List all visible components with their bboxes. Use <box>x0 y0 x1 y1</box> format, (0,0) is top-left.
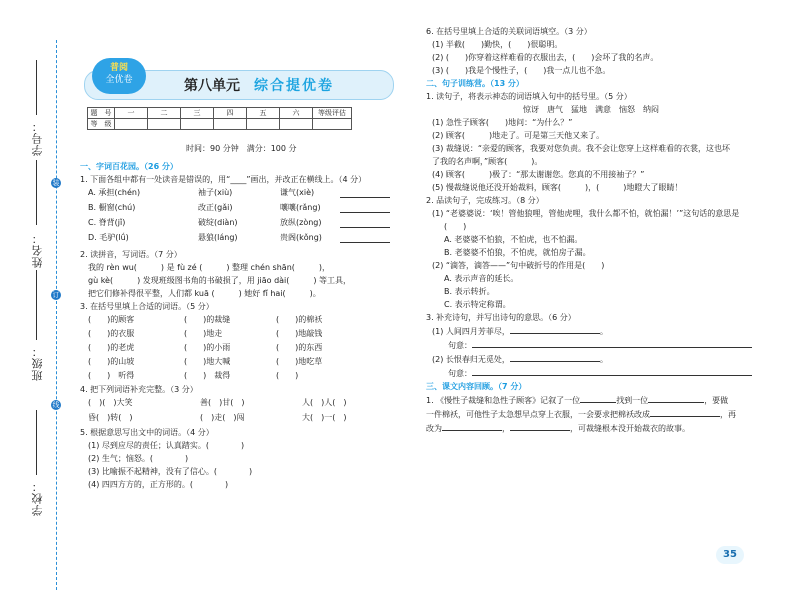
q1-options: A. 承担(chén) 袖子(xiù) 谦气(xiè) B. 橱窗(chú) 改正(gǎi) 嚷嚷(rǎng) C. 脊背(jǐ) 破绽(diàn) 放纵(zòng) D. 毛驴(lǘ) 悬狼(láng) 贵阁(kǒng) <box>80 186 400 248</box>
r-q2-stem: 2. 品读句子，完成练习。（8 分） <box>426 196 544 205</box>
score-table <box>87 107 352 130</box>
r-q3-meaning-2: 句意： <box>426 366 756 380</box>
q6-item-2: (2) ( )你穿着这样难看的衣服出去，( )会坏了我的名声。 <box>432 53 659 62</box>
q2-line-2: gù kè( ) 发现班级图书角的书破损了，用 jiāo dài( ) 等工具， <box>88 276 352 285</box>
section-2-title: 二、句子训练营。（13 分） <box>426 79 524 88</box>
r-q4-line-3: 改为 ， ，可裁缝根本没开始裁衣的故事。 <box>426 421 756 435</box>
q2-line-3: 把它们修补得很平整，人们都 kuā ( ) 她好 fǐ hai( )。 <box>88 289 321 298</box>
time-and-score: 时间：90 分钟 满分：100 分 <box>186 144 297 153</box>
q4-grid: ( )( )大笑 善( )甘( ) 人( )人( ) 昏( )转( ) ( )走( )闯 大( )一( ) <box>88 398 347 422</box>
r-q3-meaning-1-blank[interactable] <box>472 338 752 348</box>
binding-dash-line <box>56 40 57 590</box>
score-table-row-header: 题 号 一 二 三 四 五 六 等级评估 <box>88 108 352 119</box>
q6-item-1: (1) 半截( )勤快，( )很聪明。 <box>432 40 563 49</box>
q5-item-3: (3) 比喻振不起精神，没有了信心。( ) <box>88 467 253 476</box>
q1-answer-d[interactable] <box>340 233 390 243</box>
r-q3-meaning-1: 句意： <box>426 338 756 352</box>
q1-stem: 1. 下面各组中都有一处读音是错误的，用“____”画出，并改正在横线上。（4 分） <box>80 175 367 184</box>
r-q1-word-bank: 惊讶 唐气 猛地 满意 恼怒 纳闷 <box>523 105 659 114</box>
r-q2-1-paren: ( ) <box>444 222 467 231</box>
r-q2-1-opt-a: A. 老婆婆不怕狼，不怕虎，也不怕漏。 <box>444 235 583 244</box>
name-line <box>36 160 37 225</box>
class-label: 班级： <box>31 345 44 381</box>
bind-dot-2: 订 <box>52 291 60 299</box>
r-q3-meaning-2-blank[interactable] <box>472 366 752 376</box>
r-q1-item-4: (4) 顾客( )极了：“那太谢谢您。您真的不用接袖子？” <box>432 170 645 179</box>
r-q4-line-2: 一件棉袄，可他性子太急想早点穿上衣服，一会要求把棉袄改成 ，再 <box>426 407 756 421</box>
left-column <box>80 160 400 491</box>
r-q3-line-2: (2) 长恨春归无觅处， 。 <box>426 352 756 366</box>
q3-grid: ( )的顾客 ( )的裁缝 ( )的棉袄 ( )的衣服 ( )地走 ( )地敲钱 ( )的老虎 ( )的小雨 ( )的东西 ( )的山坡 ( )地大喊 ( )地吃草 ( ) 听得 ( ) 裁得 ( ) <box>88 315 323 380</box>
logo: 普阅 全优卷 <box>92 58 146 94</box>
q6-stem: 6. 在括号里填上合适的关联词语填空。（3 分） <box>426 27 592 36</box>
r-q1-item-2: (2) 顾客( )地走了。可是第三天他又来了。 <box>432 131 605 140</box>
r-q2-2: (2) “滴答，滴答——”句中破折号的作用是( ) <box>432 261 605 270</box>
unit-title: 第八单元 <box>184 78 240 94</box>
r-q1-item-3b: 了我的名声啊，”顾客( )。 <box>432 157 543 166</box>
r-q4-line-1: 1. 《慢性子裁缝和急性子顾客》记叙了一位 找到一位 ，要做 <box>426 393 756 407</box>
score-table-row-grade: 等 级 <box>88 119 352 130</box>
q3-stem: 3. 在括号里填上合适的词语。（5 分） <box>80 302 214 311</box>
r-q1-item-5: (5) 慢裁缝说他还没开始裁料，顾客( )，( )地瞪大了眼睛！ <box>432 183 683 192</box>
name-label: 姓名： <box>31 232 44 268</box>
q5-stem: 5. 根据意思写出文中的词语。（4 分） <box>80 428 214 437</box>
right-column <box>426 25 756 435</box>
r-q1-item-1: (1) 急性子顾客( )地问：“为什么？” <box>432 118 573 127</box>
school-label: 学校： <box>31 480 44 516</box>
bind-dot-1: 装 <box>52 179 60 187</box>
bind-dot-3: 线 <box>52 401 60 409</box>
student-id-label: 学号： <box>31 120 44 156</box>
r-q2-1-opt-b: B. 老婆婆不怕狼，不怕虎，就怕房子漏。 <box>444 248 591 257</box>
r-q3-stem: 3. 补充诗句，并写出诗句的意思。（6 分） <box>426 313 576 322</box>
q1-answer-b[interactable] <box>340 203 390 213</box>
q2-line-1: 我的 rèn wu( ) 是 fù zé ( ) 整理 chén shān( )， <box>88 263 331 272</box>
q1-answer-a[interactable] <box>340 188 390 198</box>
r-q1-item-3: (3) 裁缝说：“亲爱的顾客，我要对您负责。我不会让您穿上这样难看的衣裳，这也坏 <box>432 144 731 153</box>
q4-stem: 4. 把下列词语补充完整。（3 分） <box>80 385 198 394</box>
section-3-title: 三、课文内容回顾。（7 分） <box>426 382 527 391</box>
r-q2-1: (1) “老婆婆说：‘唉！管他狼哩，管他虎哩，我什么都不怕，就怕漏！’”这句话的意思是 <box>432 209 740 218</box>
r-q3-answer-2[interactable] <box>510 352 600 362</box>
q5-item-2: (2) 生气；恼怒。( ) <box>88 454 189 463</box>
school-line <box>36 410 37 475</box>
q2-stem: 2. 读拼音，写词语。（7 分） <box>80 250 182 259</box>
class-line <box>36 270 37 340</box>
q1-answer-c[interactable] <box>340 218 390 228</box>
unit-subtitle: 综合提优卷 <box>254 78 334 94</box>
page-number: 35 <box>716 546 744 564</box>
q5-item-1: (1) 尽到应尽的责任；认真踏实。( ) <box>88 441 245 450</box>
r-q1-stem: 1. 读句子，将表示神态的词语填入句中的括号里。（5 分） <box>426 92 632 101</box>
q5-item-4: (4) 四四方方的，正方形的。( ) <box>88 480 229 489</box>
section-1-title: 一、字词百花园。（26 分） <box>80 162 178 171</box>
q6-item-3: (3) ( )我是个慢性子，( )我一点儿也不急。 <box>432 66 611 75</box>
r-q3-answer-1[interactable] <box>510 324 600 334</box>
r-q2-2-opt-a: A. 表示声音的延长。 <box>444 274 519 283</box>
r-q2-2-opt-b: B. 表示转折。 <box>444 287 495 296</box>
binding-margin <box>0 0 70 602</box>
r-q3-line-1: (1) 人间四月芳菲尽， 。 <box>426 324 756 338</box>
student-id-line <box>36 60 37 115</box>
r-q2-2-opt-c: C. 表示特定称谓。 <box>444 300 511 309</box>
